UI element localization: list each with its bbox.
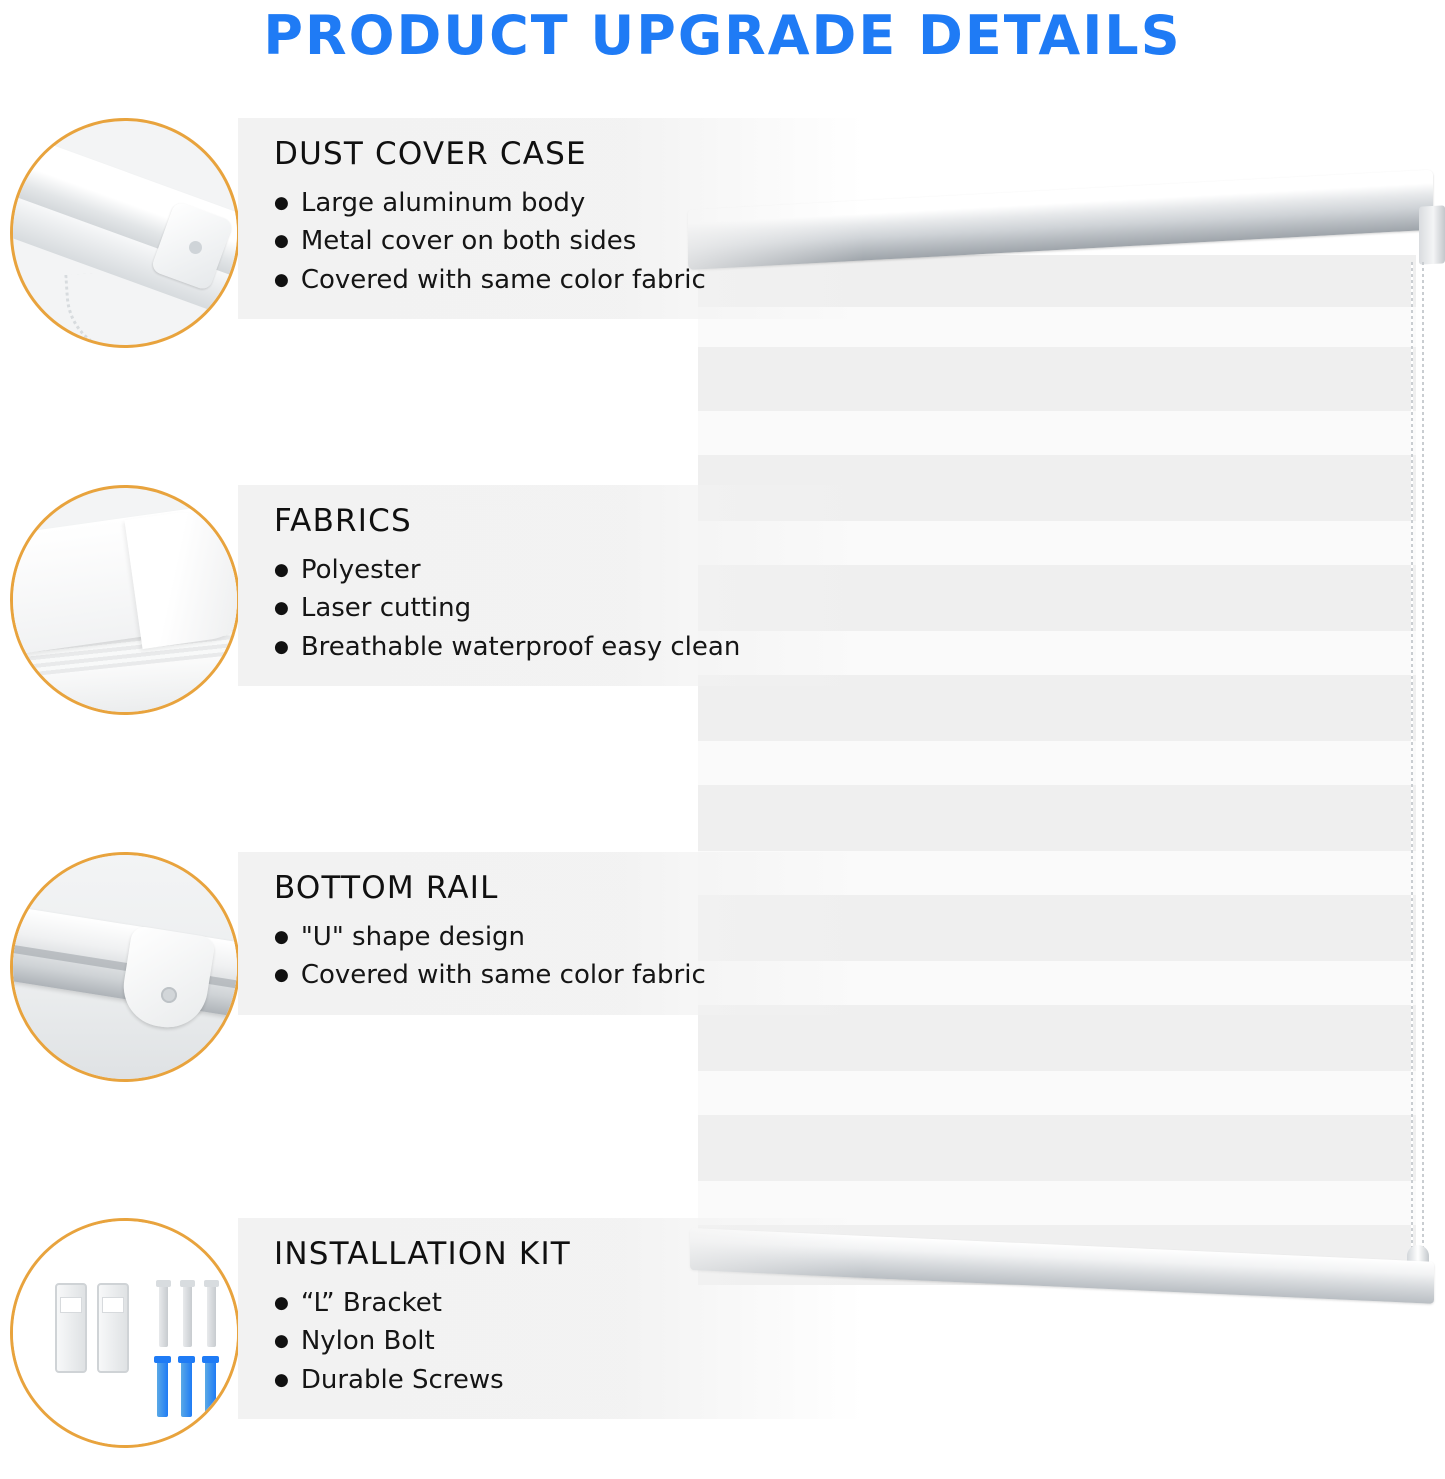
list-item [274, 1284, 744, 1322]
feature-bullet-list [274, 918, 744, 995]
nylon-bolt-icon [205, 1361, 216, 1417]
dust-cover-case-callout [238, 118, 864, 319]
bullet-icon: ● [274, 598, 289, 619]
bullet-icon: ● [274, 636, 289, 657]
feature-bullet-list [274, 551, 744, 666]
list-item [274, 184, 744, 222]
installation-kit-photo [10, 1218, 240, 1448]
list-item [274, 918, 744, 956]
fabrics-callout [238, 485, 864, 686]
bullet-icon: ● [274, 269, 289, 290]
bottom-rail-photo [10, 852, 240, 1082]
nylon-bolt-icon [157, 1361, 168, 1417]
bullet-text: Breathable waterproof easy clean [300, 631, 741, 662]
bottom-rail-callout [238, 852, 864, 1015]
installation-kit-callout [238, 1218, 864, 1419]
page-title: PRODUCT UPGRADE DETAILS [263, 4, 1182, 67]
list-item [274, 222, 744, 260]
fabric-stripe [698, 347, 1416, 411]
feature-bullet-list [274, 184, 744, 299]
dust-cover-case-photo [10, 118, 240, 348]
screw-icon [183, 1285, 192, 1347]
list-item [274, 1322, 744, 1360]
bullet-icon: ● [274, 927, 289, 947]
striped-fabric-panel [698, 255, 1416, 1285]
bead-chain [1411, 262, 1425, 1262]
fabric-stripe [698, 1115, 1416, 1181]
bullet-text: Large aluminum body [300, 188, 586, 218]
bullet-text: Covered with same color fabric [300, 960, 706, 991]
bullet-text: Metal cover on both sides [300, 226, 637, 257]
screw-icon [159, 1285, 168, 1347]
bullet-text: “L” Bracket [300, 1288, 442, 1318]
bullet-icon: ● [274, 1331, 289, 1352]
feature-heading: FABRICS [274, 503, 412, 539]
screw-icon [207, 1285, 216, 1347]
bullet-icon: ● [274, 1293, 289, 1313]
head-rail-end-cap [1419, 205, 1445, 264]
bullet-icon: ● [274, 560, 289, 580]
bullet-text: Laser cutting [300, 593, 472, 624]
list-item [274, 261, 744, 299]
feature-bullet-list [274, 1284, 744, 1399]
bullet-icon: ● [274, 193, 289, 213]
list-item [274, 551, 744, 589]
bullet-icon: ● [274, 965, 289, 986]
fabric-sheer-gap [698, 411, 1416, 455]
feature-heading: BOTTOM RAIL [274, 870, 499, 906]
bullet-text: Nylon Bolt [300, 1326, 435, 1357]
bullet-text: Durable Screws [300, 1364, 504, 1395]
bullet-text: Polyester [300, 555, 421, 585]
l-bracket-icon [97, 1283, 129, 1373]
zebra-roller-blind-illustration [688, 200, 1445, 1310]
fabric-sheer-gap [698, 741, 1416, 785]
fabric-swatch-photo [10, 485, 240, 715]
bullet-text: Covered with same color fabric [300, 264, 706, 295]
list-item [274, 589, 744, 627]
list-item [274, 628, 744, 666]
fabric-sheer-gap [698, 1071, 1416, 1115]
feature-heading: INSTALLATION KIT [274, 1236, 571, 1272]
bullet-icon: ● [274, 231, 289, 252]
list-item [274, 1361, 744, 1399]
bullet-icon: ● [274, 1369, 289, 1390]
nylon-bolt-icon [181, 1361, 192, 1417]
fabric-stripe [698, 785, 1416, 851]
feature-heading: DUST COVER CASE [274, 136, 587, 172]
l-bracket-icon [55, 1283, 87, 1373]
list-item [274, 956, 744, 994]
bullet-text: "U" shape design [300, 922, 526, 952]
